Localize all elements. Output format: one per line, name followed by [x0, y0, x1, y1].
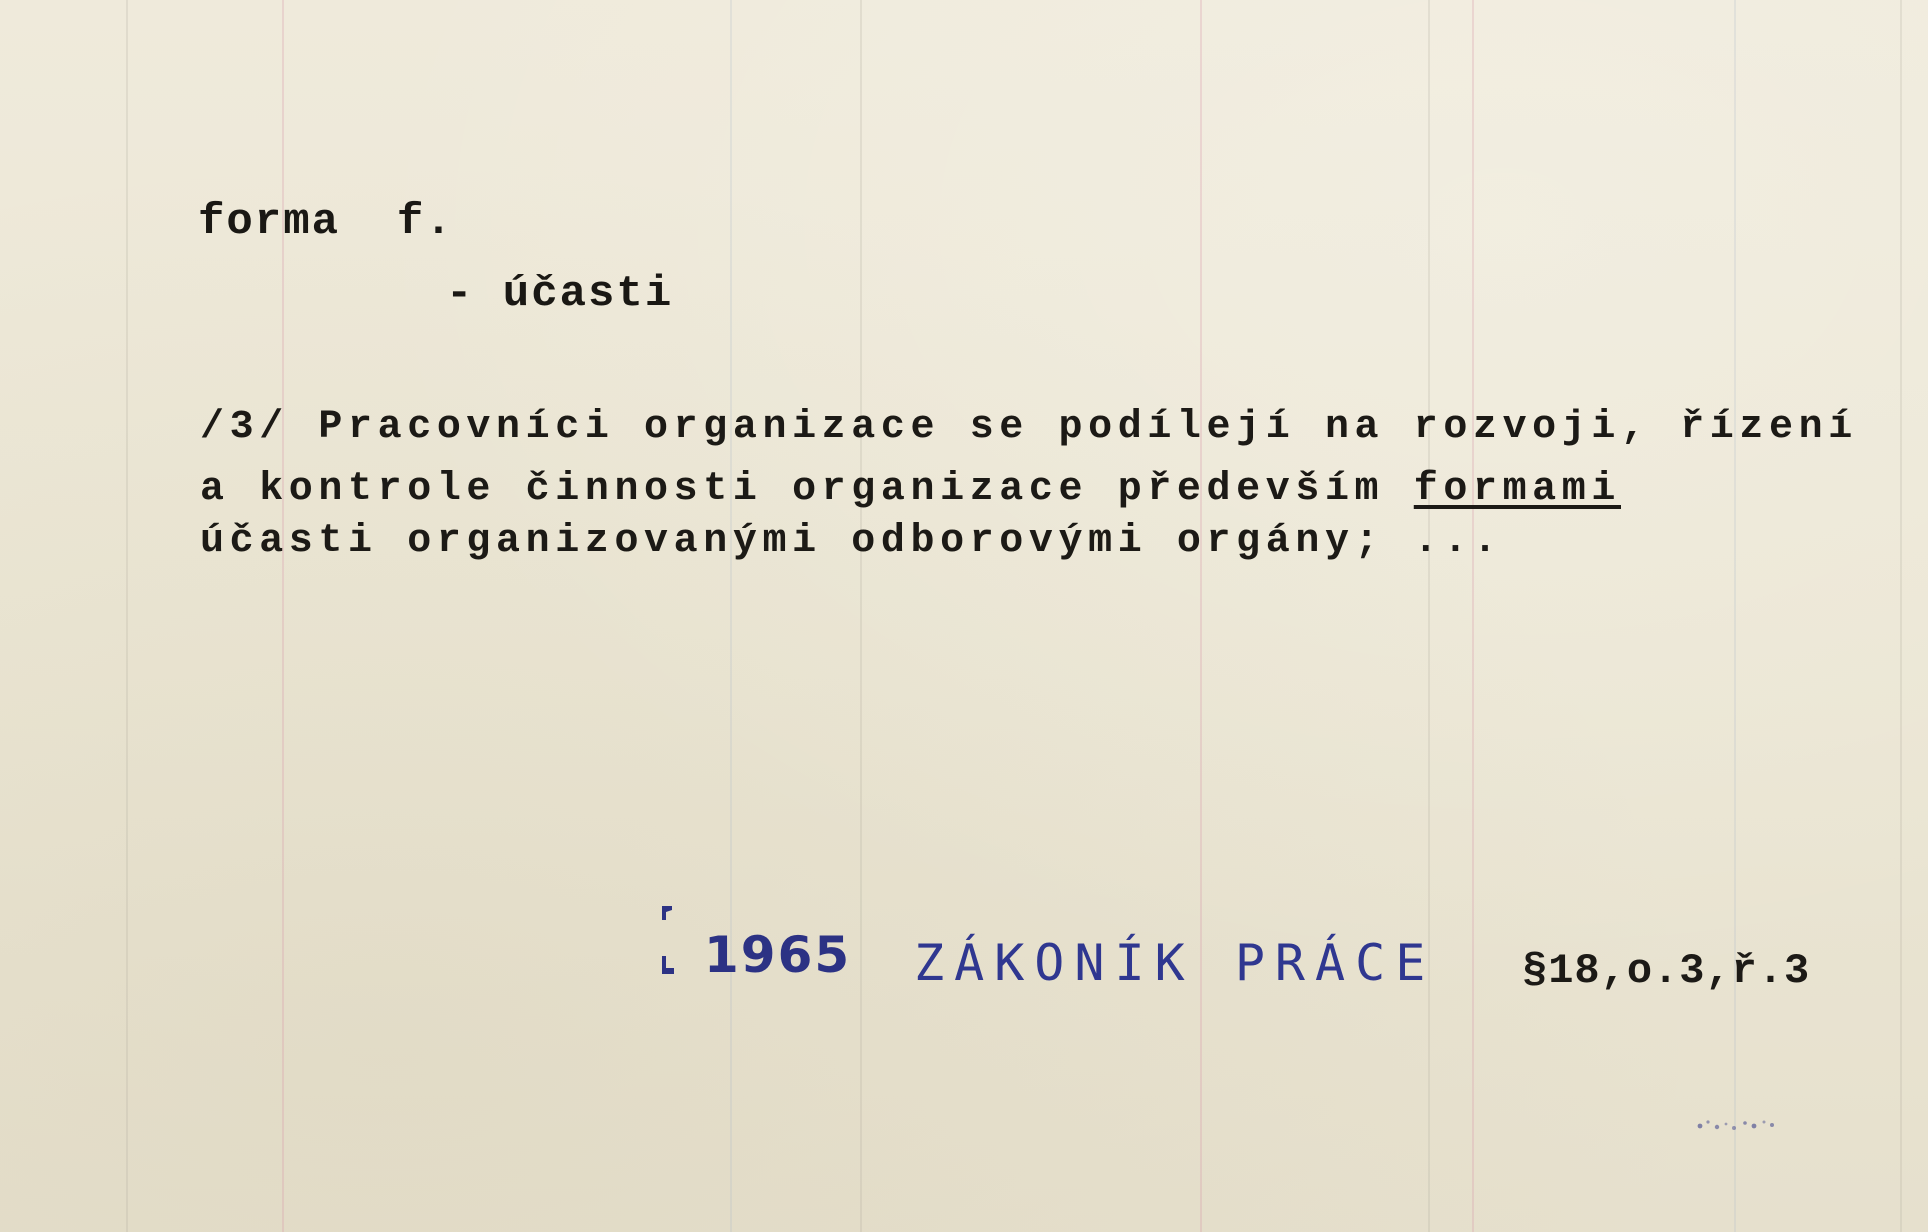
stamp-year: 1965 — [704, 926, 852, 984]
ink-smudge-icon — [1690, 1110, 1790, 1140]
ruled-line — [1734, 0, 1736, 1232]
citation: §18,o.3,ř.3 — [1522, 947, 1811, 995]
ruled-line — [1900, 0, 1902, 1232]
ruled-line — [1428, 0, 1430, 1232]
stamp-source: ZÁKONÍK PRÁCE — [914, 934, 1436, 992]
ruled-line — [860, 0, 862, 1232]
quote-line-2-text: a kontrole činnosti organizace především — [200, 467, 1414, 512]
ruled-line — [282, 0, 284, 1232]
quote-line-2 — [200, 467, 1621, 512]
ruled-line — [126, 0, 128, 1232]
quote-line-1: /3/ Pracovníci organizace se podílejí na rozvoji, řízení — [200, 405, 1858, 450]
subentry: - účasti — [446, 269, 674, 319]
ruled-line — [730, 0, 732, 1232]
stamp-bracket-icon — [662, 906, 674, 974]
headword: forma f. — [198, 197, 454, 247]
ruled-line — [1472, 0, 1474, 1232]
quote-line-3: účasti organizovanými odborovými orgány; ... — [200, 519, 1503, 564]
highlighted-word: formami — [1413, 467, 1621, 512]
ruled-line — [1200, 0, 1202, 1232]
